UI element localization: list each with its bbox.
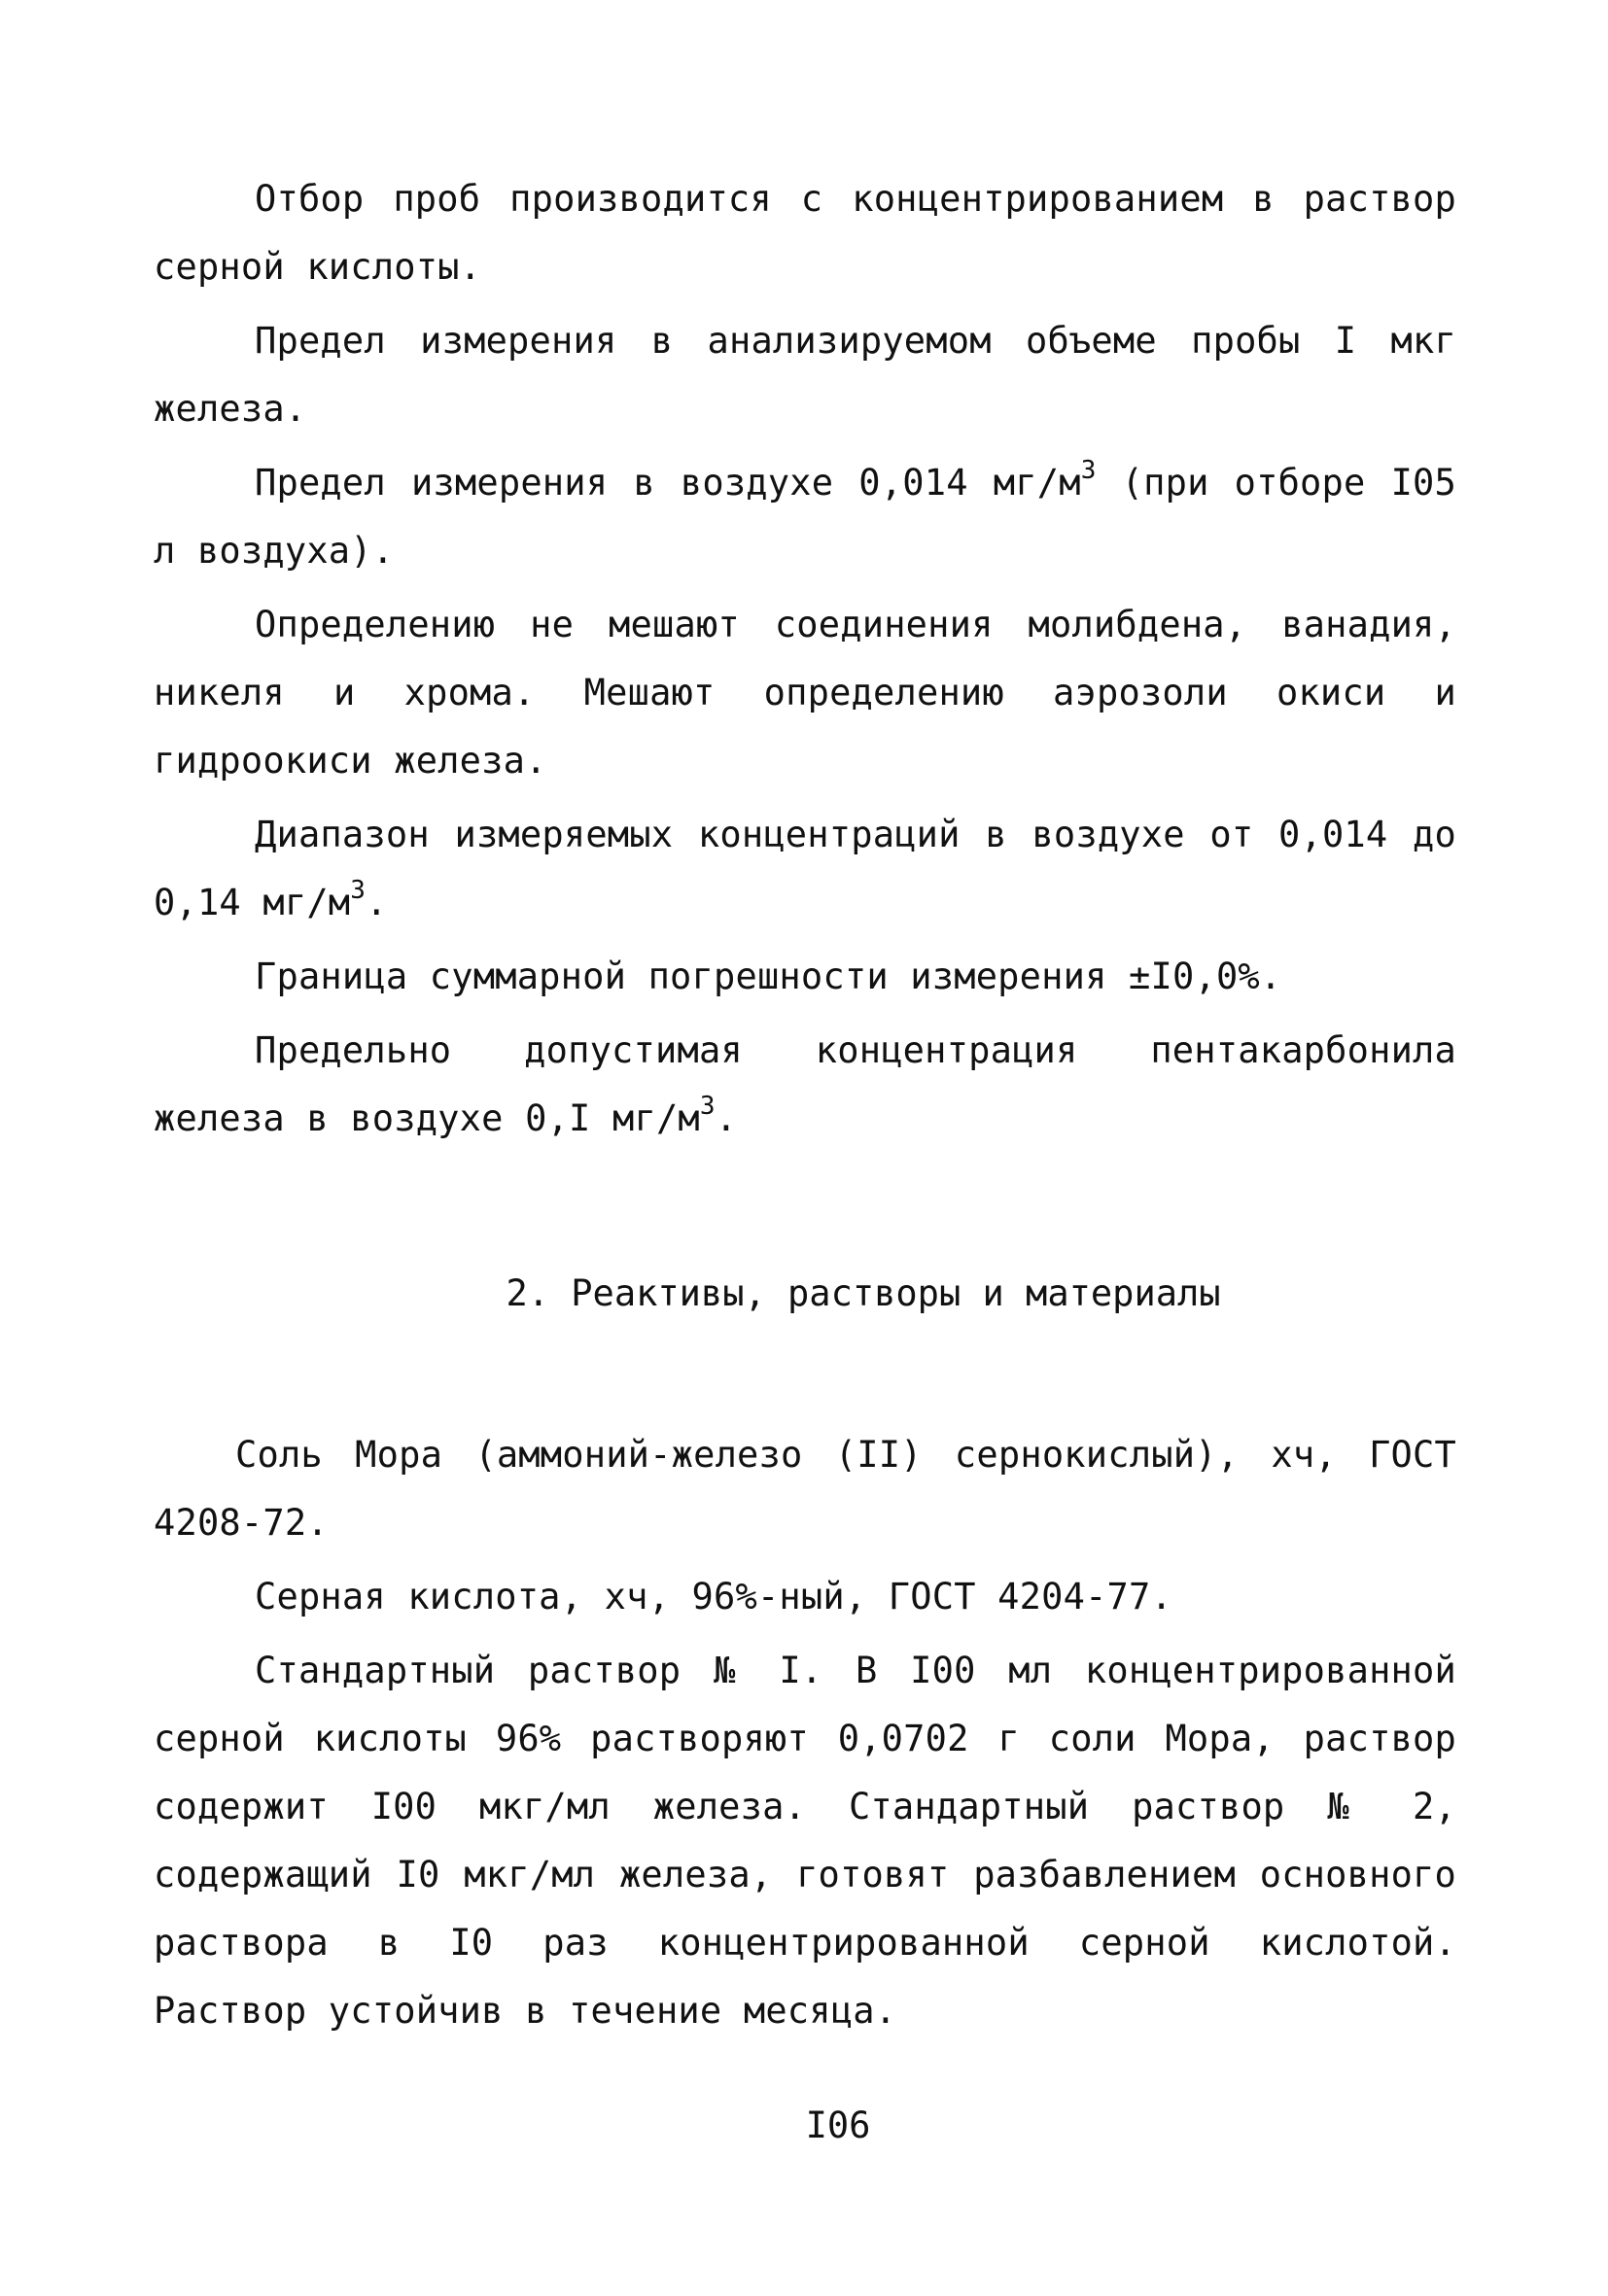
section-heading: 2. Реактивы, растворы и материалы bbox=[506, 1272, 1221, 1314]
superscript: 3 bbox=[350, 876, 367, 905]
paragraph-sulfuric-acid: Серная кислота, хч, 96%-ный, ГОСТ 4204-77. bbox=[255, 1576, 1172, 1618]
paragraph-sampling: Отбор проб производится с концентрированием в раствор серной кислоты. bbox=[154, 178, 1456, 288]
page-number: I06 bbox=[805, 2105, 871, 2146]
document-body bbox=[154, 165, 1456, 2051]
paragraph-error: Граница суммарной погрешности измерения ±I0,0%. bbox=[255, 956, 1282, 997]
paragraph-range: Диапазон измеряемых концентраций в воздухе от 0,014 до 0,14 $мг/м^3$. bbox=[154, 814, 1456, 923]
paragraph-max-concentration: Предельно допустимая концентрация пентакарбонила железа в воздухе 0,I $мг/м^3$. bbox=[154, 1029, 1456, 1139]
paragraph-interference: Определению не мешают соединения молибдена, ванадия, никеля и хрома. Мешают определению аэрозоли окиси и гидроокиси железа. bbox=[154, 604, 1456, 782]
paragraph-standard-solution: Стандартный раствор № I. В I00 мл концентрированной серной кислоты 96% растворяют 0,0702 г соли Мора, раствор содержит I00 мкг/мл железа. Стандартный раствор № 2, содержащий I0 мкг/мл железа, готовят разбавлением основного раствора в I0 раз концентрированной серной кислотой. Раствор устойчив в течение месяца. bbox=[154, 1650, 1456, 2032]
paragraph-sample-limit: Предел измерения в анализируемом объеме пробы I мкг железа. bbox=[154, 320, 1456, 430]
superscript: 3 bbox=[1080, 456, 1097, 485]
superscript: 3 bbox=[699, 1092, 716, 1121]
paragraph-mohr-salt: Соль Мора (аммоний-железо (II) сернокислый), хч, ГОСТ 4208-72. bbox=[154, 1434, 1456, 1544]
paragraph-air-limit: Предел измерения в воздухе 0,014 $мг/м^3$ (при отборе I05 л воздуха). bbox=[154, 456, 1457, 572]
